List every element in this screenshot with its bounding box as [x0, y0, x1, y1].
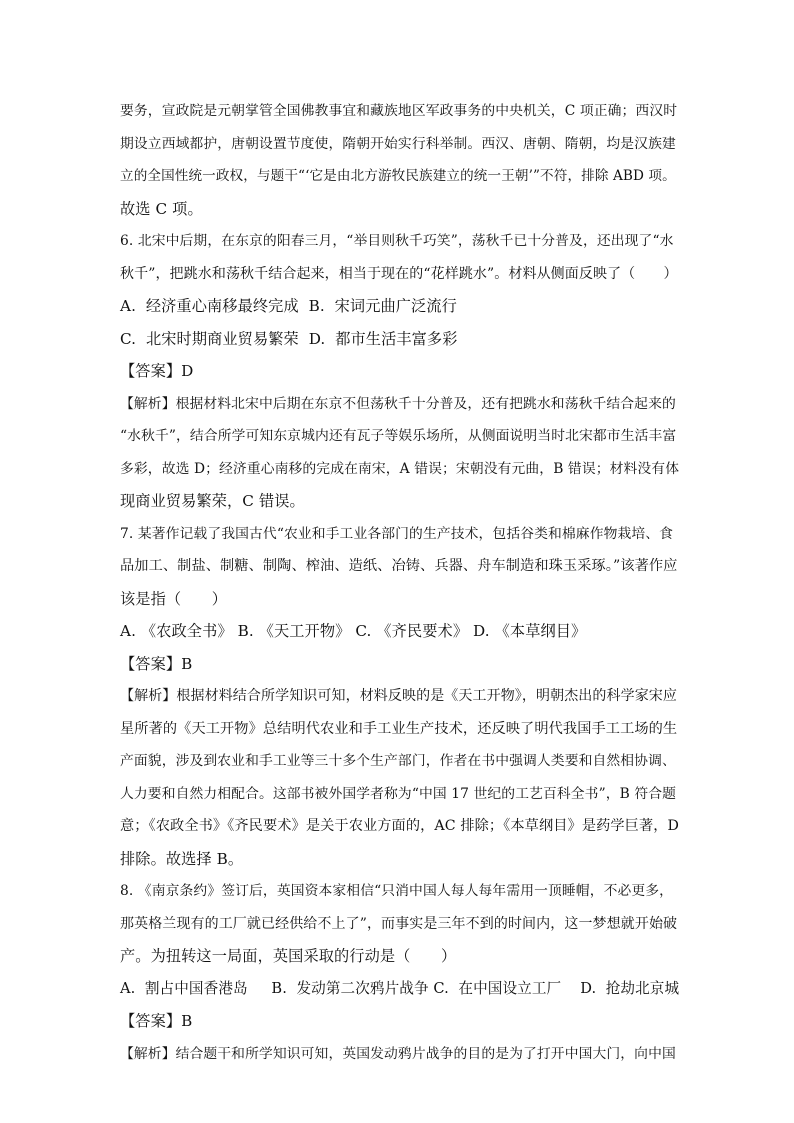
- question-6-analysis-line-2: “水秋千”，结合所学可知东京城内还有瓦子等娱乐场所，从侧面说明当时北宋都市生活丰富: [120, 428, 677, 444]
- question-7-analysis-line-6: 排除。故选择 B。: [120, 849, 244, 868]
- question-7-analysis-line-1: 【解析】根据材料结合所学知识可知，材料反映的是《天工开物》，明朝杰出的科学家宋应: [120, 688, 677, 704]
- question-8-line-2: 那英格兰现有的工厂就已经供给不上了”，而事实是三年不到的时间内，这一梦想就开始破: [120, 915, 678, 932]
- text-line-2: 期设立西域都护，唐朝设置节度使，隋朝开始实行科举制。西汉、唐朝、隋朝，均是汉族建: [120, 135, 676, 152]
- question-6-analysis-line-4: 现商业贸易繁荣，C 错误。: [120, 492, 305, 510]
- question-7-analysis-line-2: 星所著的《天工开物》总结明代农业和手工业生产技术，还反映了明代我国手工工场的生: [120, 720, 678, 737]
- question-6-analysis-line-1: 【解析】根据材料北宋中后期在东京不但荡秋千十分普及，还有把跳水和荡秋千结合起来的: [120, 395, 676, 412]
- question-7-analysis-line-3: 产面貌，涉及到农业和手工业等三十多个生产部门，作者在书中强调人类要和自然相协调、: [120, 753, 676, 769]
- question-6-line-1: 6. 北宋中后期，在东京的阳春三月，“举目则秋千巧笑”，荡秋千已十分普及，还出现了“水: [120, 233, 674, 249]
- text-line-1: 要务，宣政院是元朝掌管全国佛教事宜和藏族地区军政事务的中央机关，C 项正确；西汉时: [120, 103, 678, 119]
- question-8-line-1: 8. 《南京条约》签订后，英国资本家相信“只消中国人每人每年需用一顶睡帽，不必更多，: [120, 883, 674, 899]
- question-7-answer: 【答案】B: [120, 654, 193, 673]
- question-6-options-ab: A. 经济重心南移最终完成 B. 宋词元曲广泛流行: [120, 297, 457, 315]
- question-7-analysis-line-5: 意；《农政全书》《齐民要术》是关于农业方面的，AC 排除；《本草纲目》是药学巨著，D: [120, 818, 680, 834]
- question-7-options: A. 《农政全书》 B. 《天工开物》 C. 《齐民要术》 D. 《本草纲目》: [120, 622, 587, 640]
- question-7-analysis-line-4: 人力要和自然力相配合。这部书被外国学者称为“中国 17 世纪的工艺百科全书”，B 符合题: [120, 785, 677, 802]
- question-8-answer: 【答案】B: [120, 1012, 193, 1030]
- question-7-line-1: 7. 某著作记载了我国古代“农业和手工业各部门的生产技术，包括谷类和棉麻作物栽培、食: [120, 525, 674, 542]
- text-line-4: 故选 C 项。: [120, 199, 203, 218]
- question-7-line-2: 品加工、制盐、制糖、制陶、榨油、造纸、冶铸、兵器、舟车制造和珠玉采琢。”该著作应: [120, 558, 678, 574]
- question-8-line-3: 产。为扭转这一局面，英国采取的行动是（ ）: [120, 947, 457, 965]
- question-6-line-2: 秋千”，把跳水和荡秋千结合起来，相当于现在的“花样跳水”。材料从侧面反映了（ ）: [120, 265, 678, 282]
- question-6-analysis-line-3: 多彩，故选 D；经济重心南移的完成在南宋，A 错误；宋朝没有元曲，B 错误；材料没有体: [120, 460, 680, 477]
- document-page: [120, 95, 680, 1070]
- question-8-analysis-line-1: 【解析】结合题干和所学知识可知，英国发动鸦片战争的目的是为了打开中国大门，向中国: [120, 1045, 676, 1062]
- question-7-line-3: 该是指（ ）: [120, 589, 228, 608]
- question-6-options-cd: C. 北宋时期商业贸易繁荣 D. 都市生活丰富多彩: [120, 329, 458, 348]
- text-line-3: 立的全国性统一政权，与题干“‘它是由北方游牧民族建立的统一王朝’”不符，排除 ABD 项。: [120, 168, 676, 184]
- question-8-options: A. 割占中国香港岛 B. 发动第二次鸦片战争 C. 在中国设立工厂 D. 抢劫北京城: [120, 979, 680, 997]
- question-6-answer: 【答案】D: [120, 362, 194, 380]
